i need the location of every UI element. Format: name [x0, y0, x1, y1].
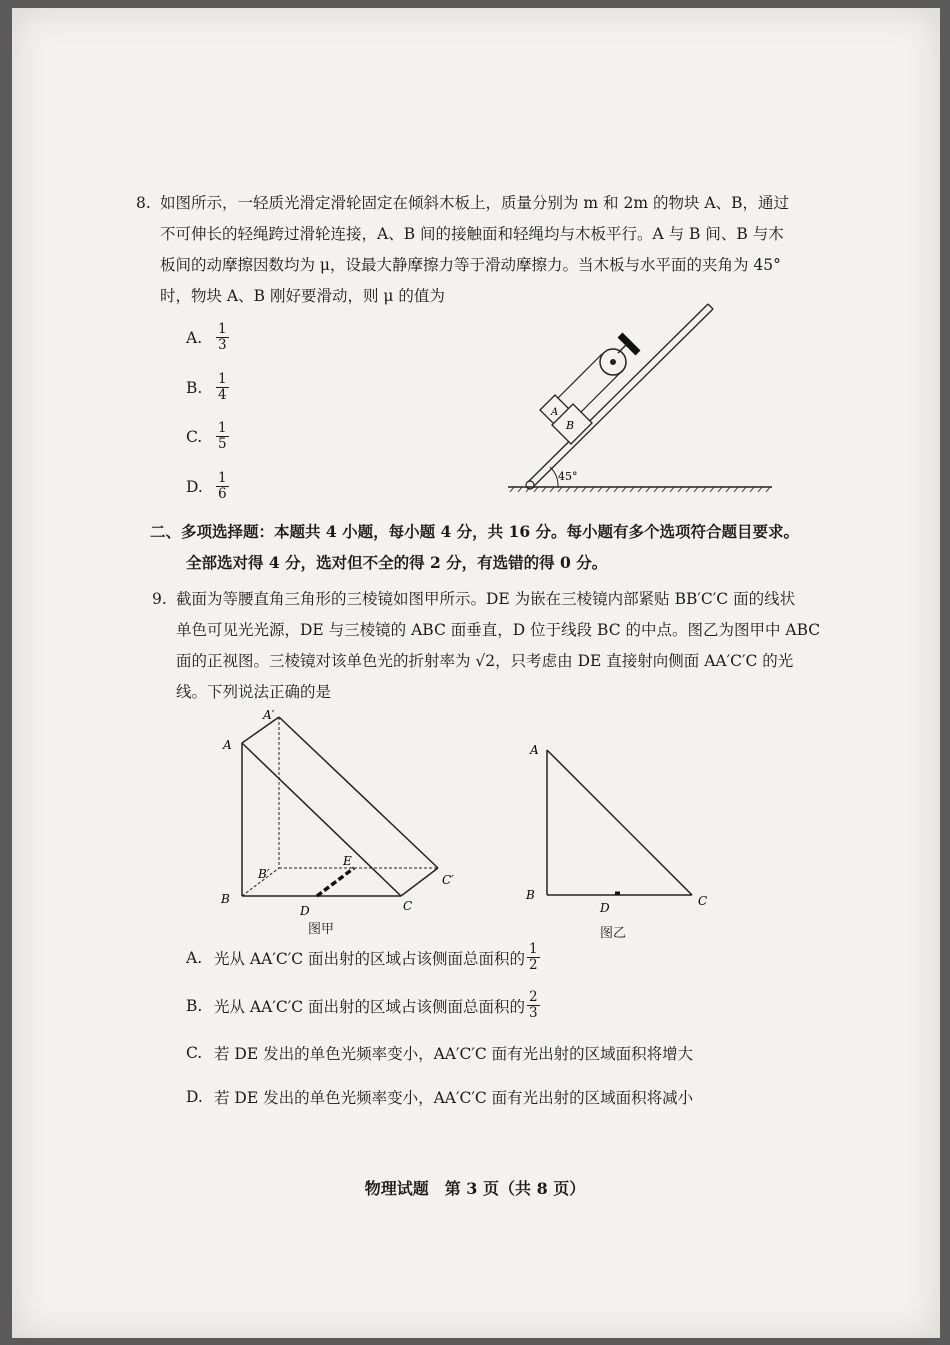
svg-text:D: D	[300, 904, 310, 918]
q9-option-d: D. 若 DE 发出的单色光频率变小，AA′C′C 面有光出射的区域面积将减小	[186, 1088, 694, 1107]
fraction: $\frac{1}{6}$	[218, 470, 227, 502]
svg-text:A: A	[551, 407, 559, 418]
angle-label: 45°	[558, 470, 578, 483]
q8-line-2: 不可伸长的轻绳跨过滑轮连接，A、B 间的接触面和轻绳均与木板平行。A 与 B 间、B 与木	[160, 225, 784, 243]
figure-jia-caption: 图甲	[308, 922, 335, 937]
light-source-de	[317, 868, 354, 896]
q8-option-c: C. $\frac{1}{5}$	[186, 420, 227, 452]
svg-text:D: D	[600, 901, 610, 915]
fraction: $\frac{1}{3}$	[218, 321, 227, 353]
q9-option-c: C. 若 DE 发出的单色光频率变小，AA′C′C 面有光出射的区域面积将增大	[186, 1044, 694, 1063]
q9-line-3: 面的正视图。三棱镜对该单色光的折射率为 √2，只考虑由 DE 直接射向侧面 AA′C′C 的光	[176, 652, 794, 670]
q9-option-a: A. 光从 AA′C′C 面出射的区域占该侧面总面积的 $\frac{1}{2}$	[186, 941, 538, 973]
fraction: $\frac{1}{2}$	[529, 941, 538, 973]
question-number: 8.	[136, 194, 151, 212]
svg-text:C: C	[403, 899, 413, 913]
q8-line-1: 如图所示，一轻质光滑定滑轮固定在倾斜木板上，质量分别为 m 和 2m 的物块 A、B，通过	[160, 194, 789, 212]
svg-text:C: C	[698, 894, 708, 908]
svg-text:B: B	[221, 892, 230, 906]
section-2-line-1: 二、多项选择题：本题共 4 小题，每小题 4 分，共 16 分。每小题有多个选项符合题目要求。	[150, 522, 800, 541]
svg-text:A: A	[530, 743, 539, 757]
q9-line-1: 截面为等腰直角三角形的三棱镜如图甲所示。DE 为嵌在三棱镜内部紧贴 BB′C′C 面的线状	[176, 590, 796, 608]
q8-option-a: A. $\frac{1}{3}$	[186, 321, 227, 353]
page-footer: 物理试题 第 3 页（共 8 页）	[364, 1179, 586, 1198]
svg-text:E: E	[343, 854, 352, 868]
fraction: $\frac{1}{4}$	[218, 371, 227, 403]
q9-line-4: 线。下列说法正确的是	[176, 683, 332, 701]
svg-text:B: B	[566, 419, 575, 432]
svg-text:A: A	[223, 738, 232, 752]
svg-text:B: B	[526, 888, 535, 902]
question-number: 9.	[152, 590, 167, 608]
section-2-header	[150, 516, 850, 578]
q9-line-2: 单色可见光光源，DE 与三棱镜的 ABC 面垂直，D 位于线段 BC 的中点。图乙为图甲中 ABC	[176, 621, 821, 639]
fraction: $\frac{2}{3}$	[529, 989, 538, 1021]
svg-text:C′: C′	[442, 873, 454, 887]
question-8	[136, 188, 826, 312]
q8-line-4: 时，物块 A、B 刚好要滑动，则 μ 的值为	[160, 287, 445, 305]
svg-text:A′: A′	[263, 708, 275, 722]
prism-figure-yi	[520, 738, 720, 918]
question-9	[152, 584, 842, 708]
q8-incline-figure	[500, 295, 780, 500]
figure-yi-caption: 图乙	[600, 926, 627, 941]
q8-option-b: B. $\frac{1}{4}$	[186, 371, 227, 403]
prism-figure-jia	[215, 703, 465, 918]
fraction: $\frac{1}{5}$	[218, 420, 227, 452]
section-2-line-2: 全部选对得 4 分，选对但不全的得 2 分，有选错的得 0 分。	[186, 553, 608, 572]
q9-option-b: B. 光从 AA′C′C 面出射的区域占该侧面总面积的 $\frac{2}{3}$	[186, 989, 538, 1021]
svg-text:B′: B′	[258, 867, 270, 881]
q8-line-3: 板间的动摩擦因数均为 μ，设最大静摩擦力等于滑动摩擦力。当木板与水平面的夹角为 45°	[160, 256, 781, 274]
q8-option-d: D. $\frac{1}{6}$	[186, 470, 227, 502]
